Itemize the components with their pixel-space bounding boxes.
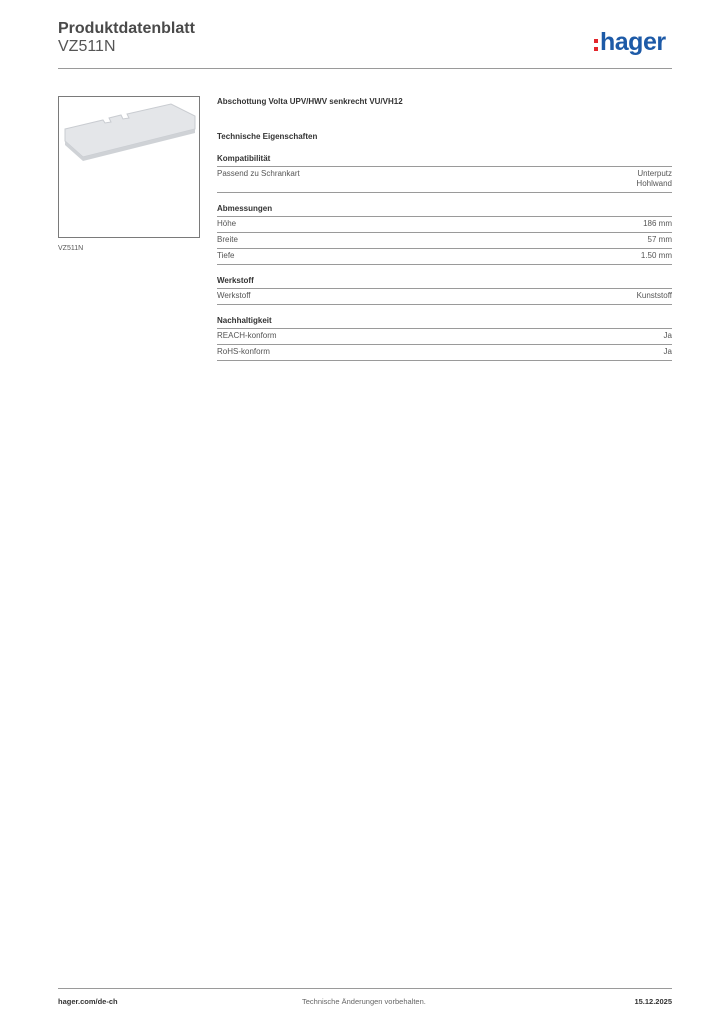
- spec-value: Kunststoff: [636, 291, 672, 300]
- section-abmessungen: [217, 203, 672, 265]
- page-title: Produktdatenblatt: [58, 20, 195, 37]
- spec-row: [217, 217, 672, 233]
- spec-value-line: Unterputz: [637, 169, 672, 178]
- spec-row: [217, 233, 672, 249]
- spec-row: [217, 345, 672, 361]
- hager-logo: [594, 28, 666, 57]
- section-nachhaltigkeit: [217, 315, 672, 361]
- section-heading: Nachhaltigkeit: [217, 315, 672, 329]
- spec-label: REACH-konform: [217, 331, 277, 340]
- product-code: VZ511N: [58, 38, 116, 55]
- spec-label: Passend zu Schrankart: [217, 169, 300, 178]
- spec-value: 1.50 mm: [640, 251, 672, 260]
- spec-label: Höhe: [217, 219, 237, 228]
- product-title: Abschottung Volta UPV/HWV senkrecht VU/VH12: [217, 97, 403, 106]
- section-werkstoff: [217, 275, 672, 305]
- product-image: [58, 96, 200, 238]
- spec-label: Breite: [217, 235, 238, 244]
- spec-value: Ja: [663, 347, 672, 356]
- tech-heading: Technische Eigenschaften: [217, 132, 318, 141]
- spec-value-line: Hohlwand: [636, 179, 672, 188]
- spec-value: Ja: [663, 331, 672, 340]
- header-divider: [58, 68, 672, 69]
- product-details: [217, 96, 672, 361]
- footer-divider: [58, 988, 672, 989]
- spec-row: [217, 329, 672, 345]
- section-heading: Kompatibilität: [217, 153, 672, 167]
- section-heading: Werkstoff: [217, 275, 672, 289]
- image-caption: VZ511N: [58, 245, 84, 252]
- spec-row: [217, 167, 672, 193]
- logo-dots-icon: [594, 37, 598, 53]
- spec-row: [217, 289, 672, 305]
- spec-value: 57 mm: [647, 235, 672, 244]
- spec-label: Werkstoff: [217, 291, 251, 300]
- spec-label: Tiefe: [217, 251, 235, 260]
- footer-website-link[interactable]: hager.com/de-ch: [58, 997, 118, 1006]
- product-illustration-icon: [59, 97, 199, 237]
- footer-date: 15.12.2025: [634, 997, 672, 1006]
- spec-label: RoHS-konform: [217, 347, 270, 356]
- spec-row: [217, 249, 672, 265]
- footer-notice: Technische Änderungen vorbehalten.: [302, 997, 426, 1006]
- spec-value: [636, 169, 672, 189]
- section-heading: Abmessungen: [217, 203, 672, 217]
- section-kompatibilitaet: [217, 153, 672, 193]
- logo-text: hager: [600, 28, 666, 56]
- spec-value: 186 mm: [643, 219, 672, 228]
